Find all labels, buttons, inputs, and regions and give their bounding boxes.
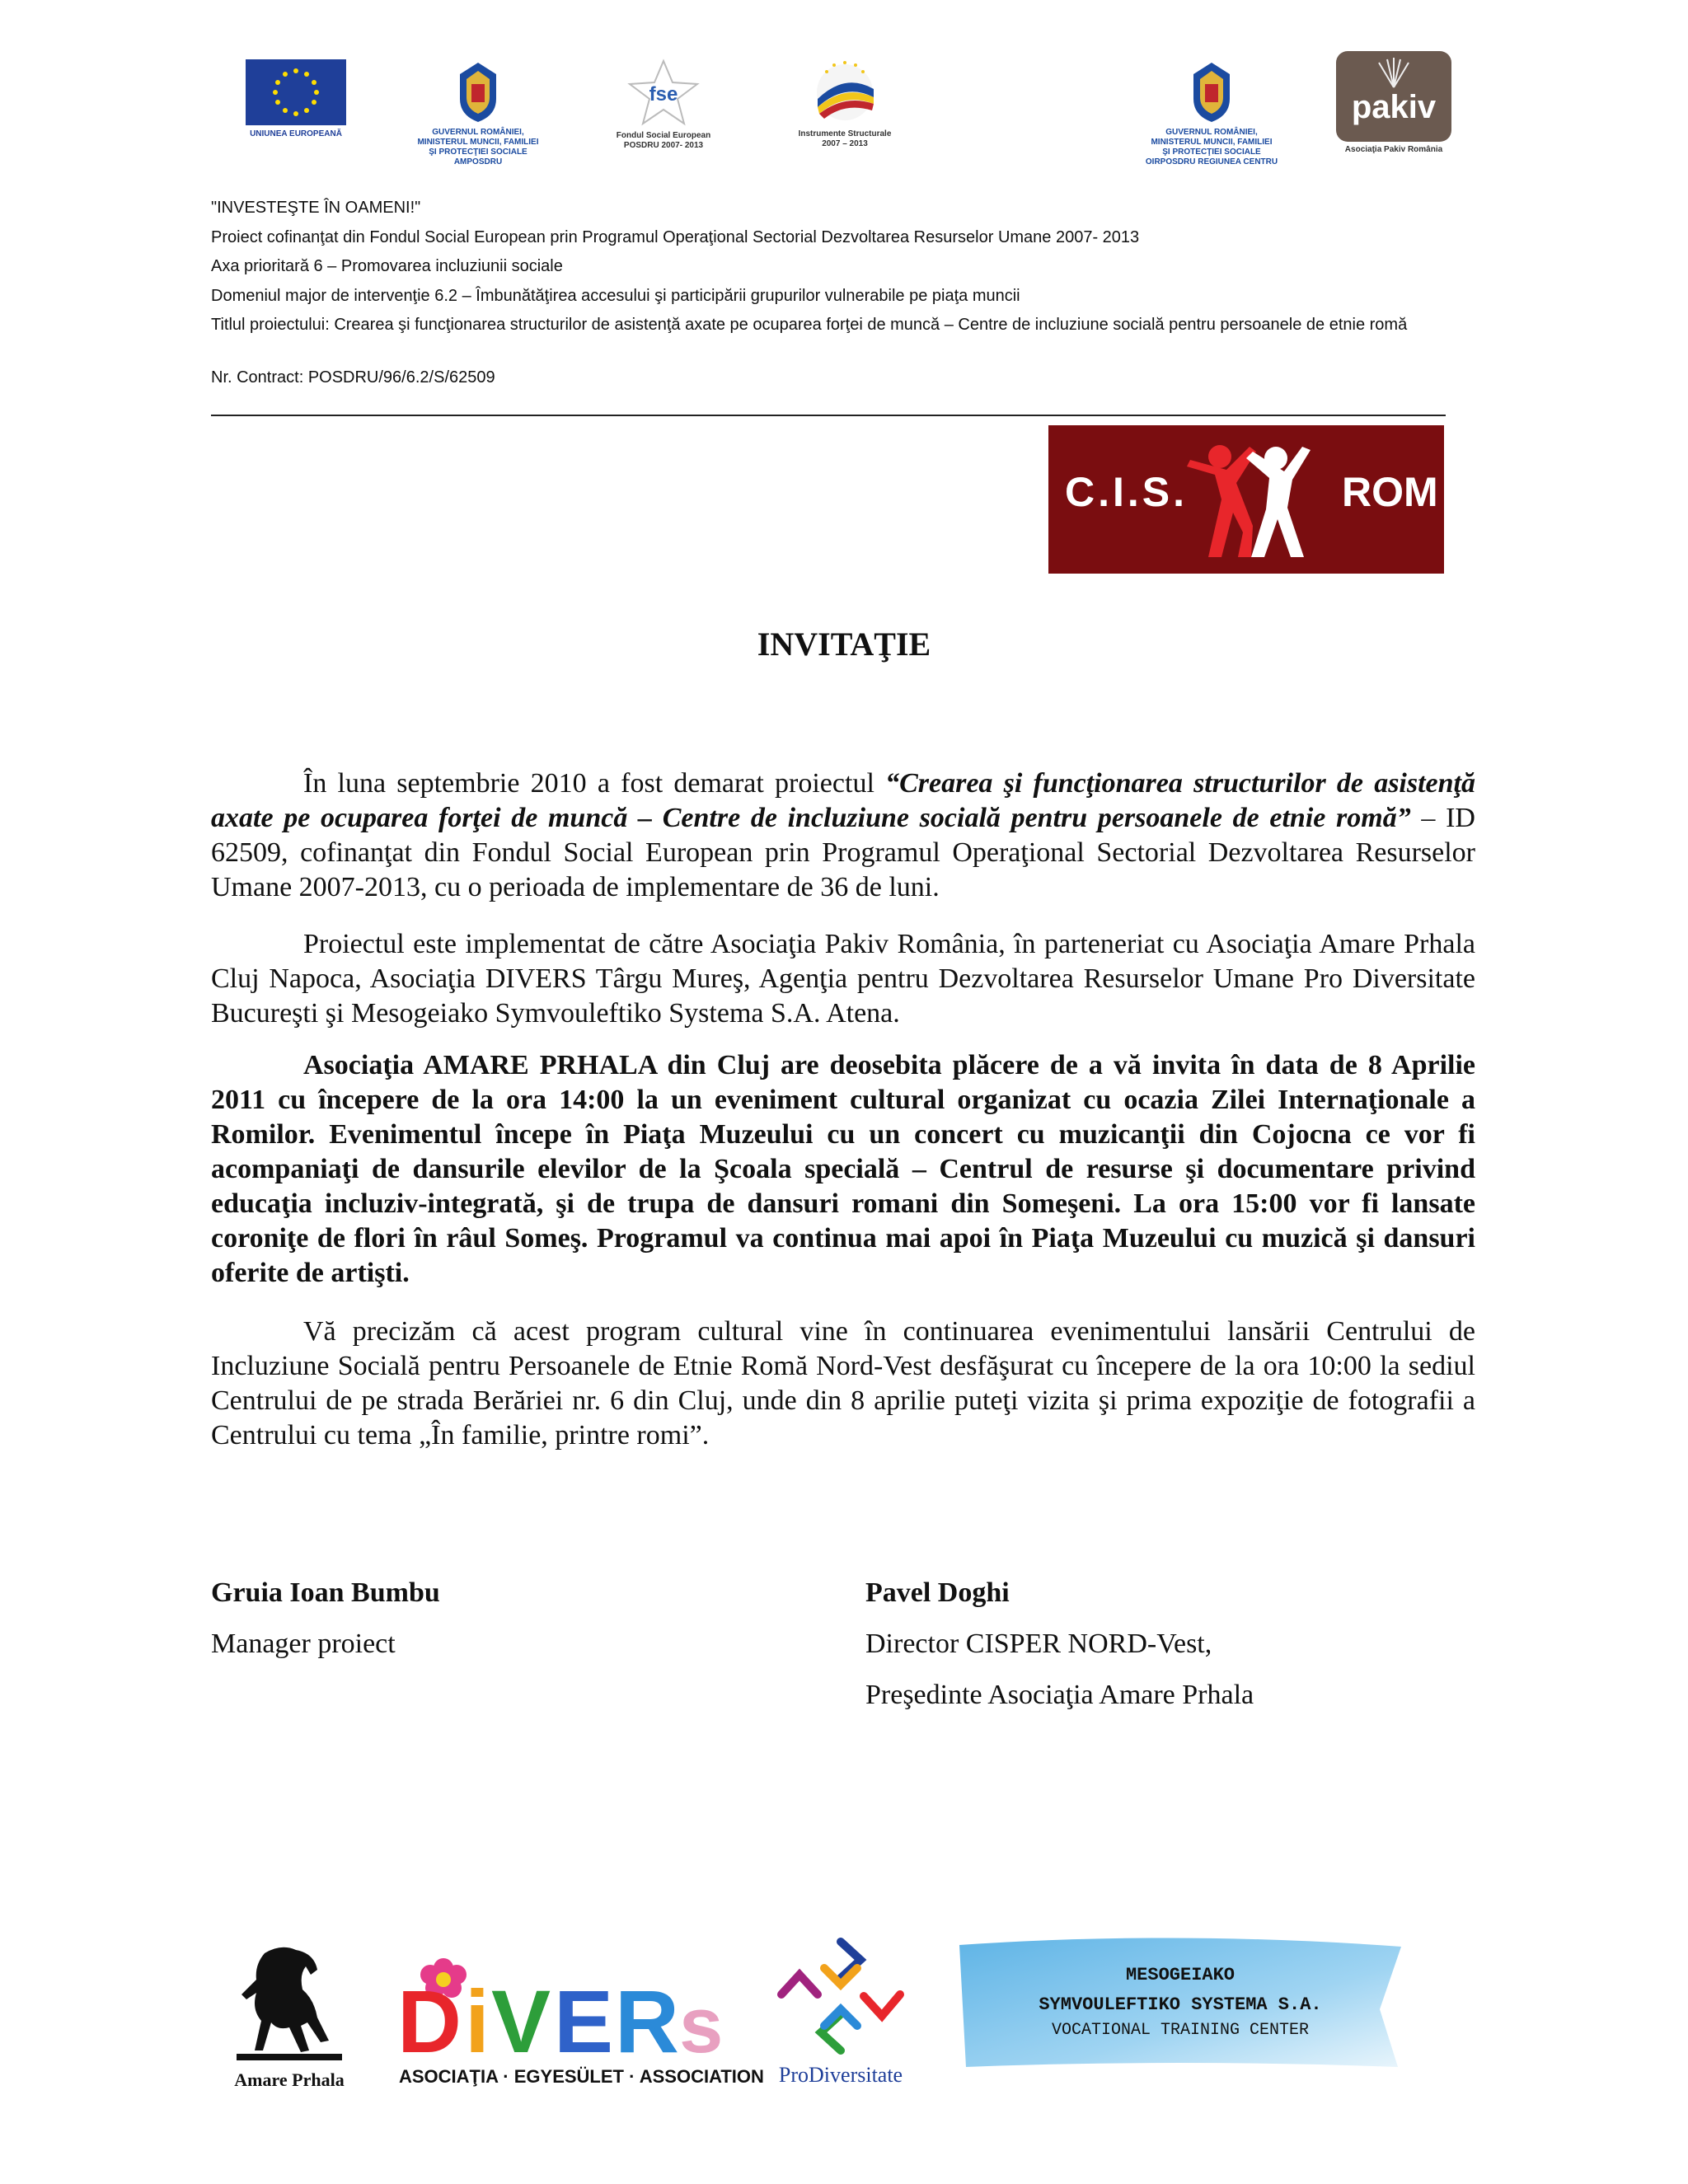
prodiversitate-caption: ProDiversitate xyxy=(778,2063,903,2087)
fse-logo xyxy=(610,58,717,151)
gov1-caption-3: ŞI PROTECŢIEI SOCIALE xyxy=(429,148,528,157)
header-divider xyxy=(211,415,1446,416)
gov-logo-2 xyxy=(1129,58,1294,167)
mesogeiako-line-1: MESOGEIAKO xyxy=(1125,1965,1236,1985)
amare-prhala-caption: Amare Prhala xyxy=(234,2069,345,2090)
slogan: "INVESTEŞTE ÎN OAMENI!" xyxy=(211,199,421,217)
paragraph-1-lead: În luna septembrie 2010 a fost demarat proiectul xyxy=(303,768,886,799)
fse-caption-2: POSDRU 2007- 2013 xyxy=(623,141,704,150)
prodiversitate-knot-icon xyxy=(775,1935,907,2059)
signature-right-role-1: Director CISPER NORD-Vest, xyxy=(865,1629,1212,1659)
pakiv-fan-icon xyxy=(1336,56,1451,89)
structural-instruments-icon xyxy=(808,56,882,125)
svg-text:V: V xyxy=(491,1971,551,2060)
svg-text:s: s xyxy=(679,1981,724,2060)
pakiv-logo xyxy=(1332,51,1456,155)
cis-logo-left-text: C.I.S. xyxy=(1065,469,1189,515)
paragraph-1-tail: – ID 62509, cofinanţat din Fondul Social European prin Programul Operaţional Sectorial Dezvoltarea Resurselor Umane 2007-2013, cu o perioada de implementare de 36 de luni. xyxy=(211,803,1475,902)
horse-icon xyxy=(232,1942,347,2065)
paragraph-3: Asociaţia AMARE PRHALA din Cluj are deosebita plăcere de a vă invita în data de 8 Aprilie 2011 cu începere de la ora 14:00 la un eveniment cultural organizat cu ocazia Zilei Internaţionale a Romilor. Evenimentul începe în Piaţa Muzeului cu un concert cu muzicanţii din Cojocna ce vor fi acompaniaţi de dansurile elevilor de la Şcoala specială – Centrul de resurse şi documentare privind educaţia incluziv-integrată, şi de trupa de dansuri romani din Someşeni. La ora 15:00 vor fi lansate coroniţe de flori în râul Someş. Programul va continua mai apoi în Piaţa Muzeului cu muzică şi dansuri oferite de artişti. xyxy=(211,1050,1475,1288)
mesogeiako-logo xyxy=(959,1935,1401,2075)
gov2-caption-4: OIRPOSDRU REGIUNEA CENTRU xyxy=(1145,157,1278,166)
pakiv-caption: Asociaţia Pakiv România xyxy=(1344,145,1443,154)
header-line-5: Nr. Contract: POSDRU/96/6.2/S/62509 xyxy=(211,368,495,387)
dancing-figures-icon xyxy=(1172,434,1312,565)
gov1-caption-1: GUVERNUL ROMÂNIEI, xyxy=(432,128,524,137)
gov-logo-1 xyxy=(404,58,552,167)
fse-star-icon xyxy=(626,58,701,127)
gov1-caption-4: AMPOSDRU xyxy=(453,157,503,166)
divers-logo xyxy=(392,1945,764,2102)
header-line-1: Proiect cofinanţat din Fondul Social European prin Programul Operaţional Sectorial Dezvoltarea Resurselor Umane 2007- 2013 xyxy=(211,228,1140,246)
svg-text:i: i xyxy=(465,1971,490,2060)
paragraph-4: Vă precizăm că acest program cultural vine în continuarea evenimentului lansării Centrului de Incluziune Socială pentru Persoanele de Etnie Romă Nord-Vest desfăşurat cu începere de la ora 10:00 la sediul Centrului de pe strada Berăriei nr. 6 din Cluj, unde din 8 aprilie puteţi vizita şi prima expoziţie de fotografii a Centrului cu tema „În familie, printre romi”. xyxy=(211,1316,1475,1451)
header-line-2: Axa prioritară 6 – Promovarea incluziunii sociale xyxy=(211,257,563,275)
gov2-caption-2: MINISTERUL MUNCII, FAMILIEI xyxy=(1151,138,1273,147)
signature-right-name: Pavel Doghi xyxy=(865,1577,1010,1608)
pakiv-wordmark: pakiv xyxy=(1351,89,1437,125)
project-title: “Crearea şi funcţionarea structurilor de asistenţă axate pe ocuparea forţei de muncă – Centre de incluziune socială pentru persoanele de etnie romă” xyxy=(211,768,1475,833)
svg-text:R: R xyxy=(615,1971,679,2060)
divers-wordmark-icon xyxy=(392,1945,738,2060)
coat-of-arms-icon xyxy=(1187,58,1236,124)
eu-caption: UNIUNEA EUROPEANĂ xyxy=(250,129,342,138)
amare-prhala-logo xyxy=(216,1942,363,2107)
is-logo xyxy=(787,56,903,149)
svg-text:D: D xyxy=(397,1971,462,2060)
cis-rom-logo xyxy=(1048,425,1444,574)
prodiversitate-logo xyxy=(767,1935,915,2100)
eu-flag-icon xyxy=(246,59,346,125)
gov2-caption-3: ŞI PROTECŢIEI SOCIALE xyxy=(1162,148,1261,157)
signature-left-name: Gruia Ioan Bumbu xyxy=(211,1577,440,1608)
is-caption-1: Instrumente Structurale xyxy=(798,129,892,138)
header-line-4: Titlul proiectului: Crearea şi funcţionarea structurilor de asistenţă axate pe ocuparea forţei de muncă – Centre de incluziune socială pentru persoanele de etnie romă xyxy=(211,316,1408,334)
mesogeiako-line-3: VOCATIONAL TRAINING CENTER xyxy=(1051,2021,1310,2040)
svg-text:E: E xyxy=(554,1971,614,2060)
is-caption-2: 2007 – 2013 xyxy=(822,139,868,148)
header-line-3: Domeniul major de intervenţie 6.2 – Îmbunătăţirea accesului şi participării grupurilor vulnerabile pe piaţa muncii xyxy=(211,287,1020,305)
signature-right-role-2: Preşedinte Asociaţia Amare Prhala xyxy=(865,1680,1254,1710)
gov2-caption-1: GUVERNUL ROMÂNIEI, xyxy=(1165,128,1258,137)
signature-left-role: Manager proiect xyxy=(211,1629,396,1659)
paragraph-2: Proiectul este implementat de către Asociaţia Pakiv România, în parteneriat cu Asociaţia Amare Prhala Cluj Napoca, Asociaţia DIVERS Târgu Mureş, Agenţia pentru Dezvoltarea Resurselor Umane Pro Diversitate Bucureşti şi Mesogeiako Symvouleftiko Systema S.A. Atena. xyxy=(211,929,1475,1029)
fse-caption-1: Fondul Social European xyxy=(616,131,711,140)
mesogeiako-line-2: SYMVOULEFTIKO SYSTEMA S.A. xyxy=(1039,1994,1322,2015)
cis-logo-right-text: ROM xyxy=(1342,469,1438,515)
divers-subcaption: ASOCIAŢIA · EGYESÜLET · ASSOCIATION xyxy=(399,2066,764,2087)
fse-mark: fse xyxy=(649,83,678,105)
pakiv-badge xyxy=(1336,51,1451,142)
page-title: INVITAŢIE xyxy=(757,626,931,663)
coat-of-arms-icon xyxy=(453,58,503,124)
paragraph-1 xyxy=(211,766,1475,905)
gov1-caption-2: MINISTERUL MUNCII, FAMILIEI xyxy=(417,138,539,147)
eu-logo xyxy=(246,59,346,139)
